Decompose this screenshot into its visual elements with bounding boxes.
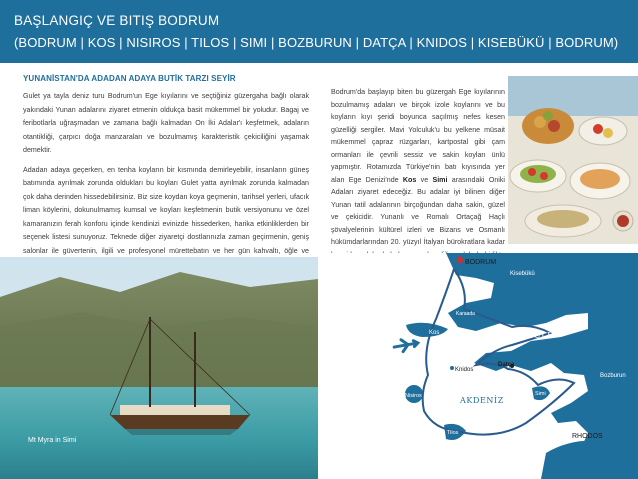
intro-paragraph: Gulet ya tayla deniz turu Bodrum'un Ege kıyılarını ve seçtiğiniz güzergaha bağlı olarak yakındaki Yunan adalarını ziyaret etmenin oldukça basit mükemmel bir yoludur. Bagaj ve feribotlarla uğraşmadan ve zamana bağlı kalmadan On İki Adalar'ı keşfetmek, adaların otantikliği, çarpıcı doğa manzaraları ve bozulmamış karakteristik çekiciliğini yaşamak demektir. [23, 92, 309, 154]
simi-label: Simi [535, 391, 546, 397]
rhodos-label: RHODOS [572, 433, 603, 440]
bodrum-label: BODRUM [465, 259, 497, 266]
page-title: BAŞLANGIÇ VE BITIŞ BODRUM [14, 13, 220, 28]
bodrum-marker [457, 257, 463, 263]
right-text-column [331, 86, 505, 274]
food-photo [508, 76, 638, 244]
bozburun-label: Bozburun [600, 373, 626, 379]
and-word: ve [416, 175, 433, 184]
route-text-b: arasındaki Oniki Adaları ziyaret edeceğiz. Bu adalar iyi bilinen diğer Yunan tatil adalarının birçoğundan daha sakin, güzel ve çekicidir. Yunanlı ve Romalı Ortaçağ Haçlı şövalyelerinin kültürel izleri ve Bizans ve Osmanlı hükümdarlarından 20. yüzyıl İtalyan bürokratlara kadar [331, 175, 505, 246]
section-title: YUNANİSTAN'DA ADADAN ADAYA BUTİK TARZI SEYİR [23, 74, 236, 83]
kos-highlight: Kos [402, 175, 417, 184]
tilos-label: Tilos [447, 430, 459, 436]
kisebuku-label: Kisebükü [510, 271, 535, 277]
akdeniz-label: AKDENİZ [460, 396, 504, 405]
route-text-a: Bodrum'da başlayıp biten bu güzergah Ege kıyılarının bozulmamış adaları ve birçok izole koylarını ve bu koyların kıyı şeridi boyunca saçılmış nefes kesen güzelliği sergiler. Mavi Yolculuk'u bu yelkene müsait mükemmel çapraz rüzgarları, kartpostal gibi çam ormanları ile çevrili sessiz ve sakin koyları ünlü yapmıştır. Rotamızda Türkiye'nin batı kıyısında yer alan Ege Denizi'nde [331, 88, 505, 184]
route-map [326, 253, 638, 479]
left-text-column [23, 74, 309, 272]
knidos-label: Knidos [455, 367, 474, 373]
simi-highlight: Simi [432, 175, 448, 184]
nisiros-label: Nisiros [405, 393, 422, 399]
karaada-label: Karaada [456, 311, 475, 317]
gulet-photo [0, 257, 318, 479]
boat-illustration [0, 257, 318, 479]
kos-label: Kos [429, 330, 440, 336]
route-subtitle: (BODRUM | KOS | NISIROS | TILOS | SIMI | BOZBURUN | DATÇA | KNIDOS | KISEBÜKÜ | BODRUM) [14, 35, 619, 50]
page-header [0, 0, 638, 63]
route-map-svg [326, 253, 638, 479]
detail-paragraph: Adadan adaya geçerken, en tenha koyların bir kısmında demirleyebilir, insanların güneş batımında ayrılmak zorunda oldukları bu koyları Gulet yatta ayrılmak zorunda kalmadan çok daha derinden hissedebilirsiniz. Biz size koydan koya geçmenin, tarihsel yerleri, ufacık liman köylerini, dokunulmamış kumsal ve koyları keşfetmenin butik versiyonunu ve özel kamaranızın ferah konforu içinde kendinizi evinizde hissederken, harika etkinliklerden bir seçenek listesi sunuyoruz. Teknede diğer ziyaretçi dostlarınızla zaman geçirmenin, geniş salonlar ile güvertenin, ilgili ve profesyonel mürettebatın ve her gün kahvaltı, öğle ve [23, 165, 309, 255]
photo-caption: Mt Myra in Simi [28, 437, 77, 444]
knidos-marker [450, 366, 454, 370]
gokova-label: GÖKOVA GULF [484, 331, 554, 340]
datca-label: Datça [498, 362, 515, 368]
food-illustration [508, 76, 638, 244]
